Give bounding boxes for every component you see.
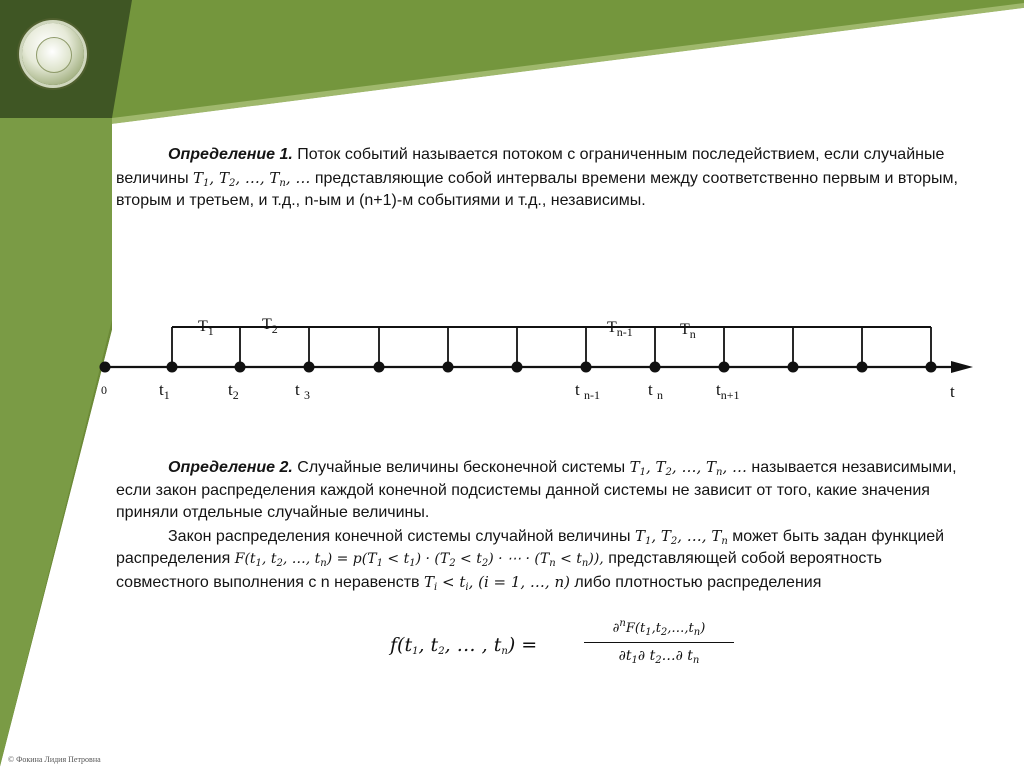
event-point: [581, 362, 592, 373]
event-point: [857, 362, 868, 373]
event-point: [443, 362, 454, 373]
point-label-6: $t_{n+1}$: [716, 380, 740, 402]
event-point: [304, 362, 315, 373]
density-fraction: [584, 618, 734, 667]
event-point: [167, 362, 178, 373]
logo-emblem: [22, 23, 84, 85]
point-label-2: $t_2$: [228, 380, 239, 402]
axis-label-t: t: [950, 382, 955, 401]
point-label-1: $t_1$: [159, 380, 170, 402]
point-label-3: t $_3$: [295, 380, 310, 402]
author-footer: © Фокина Лидия Петровна: [8, 755, 101, 764]
interval-label-2: $T_2$: [262, 316, 278, 336]
definition-2: [116, 456, 976, 594]
origin-point: [100, 362, 111, 373]
event-point: [374, 362, 385, 373]
math-distribution-function: $F(t_1$, $t_2$, …, $t_n) = p(T_1 < t_1) \cdot (T_2 < t_2)$ · ⋯ · $(T_n < t_n)$),: [234, 551, 604, 569]
law-text-c: представляющей собой вероятность совместного выполнения с n неравенств: [116, 550, 883, 591]
density-denominator: $\partial t_1\partial$ $t_2\dots\partial$ $t_n$: [618, 648, 700, 666]
time-axis-diagram: [95, 312, 985, 422]
event-point: [512, 362, 523, 373]
law-text-a: Закон распределения конечной системы случайной величины: [168, 527, 635, 545]
math-T-sequence: $T_1$, $T_2$, …, $T_n$, …: [193, 168, 311, 189]
math-T-sequence-2: $T_1$, $T_2$, …, $T_n$, …: [629, 458, 747, 478]
math-T-finite: $T_1$, $T_2$, …, $T_n$: [634, 526, 728, 547]
math-inequality: $T_i < t_i$, (i = 1, …, n): [424, 572, 570, 593]
definition-1-text-a: Поток событий называется потоком с ограниченным последействием, если случайные величины: [116, 146, 945, 187]
axis-arrowhead: [951, 361, 973, 373]
event-point: [926, 362, 937, 373]
definition-2-label: Определение 2.: [168, 459, 293, 476]
law-text-b: может быть задан функцией распределения: [116, 527, 945, 567]
law-text-d: либо плотностью распределения: [569, 573, 822, 591]
interval-label-3: $T_{n-1}$: [607, 319, 633, 339]
event-point: [788, 362, 799, 373]
definition-1-label: Определение 1.: [168, 146, 293, 163]
event-point: [235, 362, 246, 373]
event-point: [650, 362, 661, 373]
point-label-5: t $_n$: [648, 380, 663, 402]
point-label-4: t $_{n-1}$: [575, 380, 600, 402]
definition-2-text-a: Случайные величины бесконечной системы: [292, 459, 630, 476]
definition-1: [116, 144, 976, 213]
density-numerator: $\partial^nF(t_1,t_2,\dots,t_n)$: [612, 618, 706, 638]
definition-2-text-b: называется независимыми, если закон распределения каждой конечной подсистемы данной системы не зависит от того, какие значения приняли отдельные случайные величины.: [116, 459, 957, 521]
interval-label-4: $T_n$: [680, 321, 696, 341]
definition-1-text-b: представляющие собой интервалы времени между соответственно первым и вторым, вторым и третьем, и т.д., n-ым и (n+1)-м событиями и т.д., независимы.: [116, 169, 958, 209]
event-point: [719, 362, 730, 373]
interval-label-1: $T_1$: [198, 318, 214, 338]
origin-label: 0: [101, 383, 107, 397]
density-lhs: $f(t_1$, $t_2$, … , $t_n$) =: [390, 634, 538, 657]
